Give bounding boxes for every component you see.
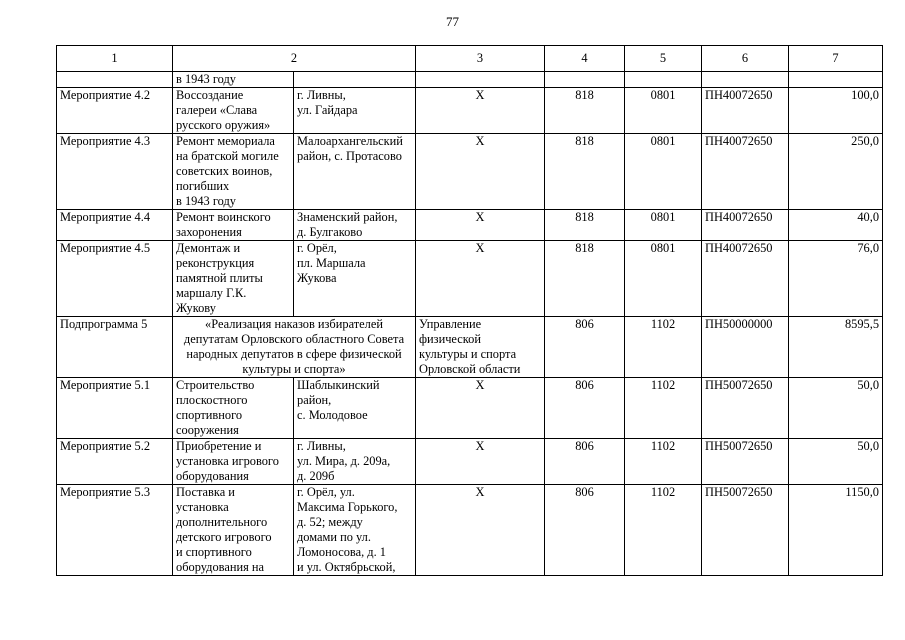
responsible: Х <box>416 485 545 576</box>
table-row <box>57 317 883 378</box>
row-label: Мероприятие 4.5 <box>57 241 173 317</box>
page-number: 77 <box>446 14 459 29</box>
target-code: ПН40072650 <box>702 88 789 134</box>
activity-name: Ремонт мемориала на братской могиле советских воинов, погибших в 1943 году <box>173 134 294 210</box>
row-label <box>57 72 173 88</box>
amount: 8595,5 <box>789 317 883 378</box>
target-code: ПН40072650 <box>702 210 789 241</box>
row-label: Мероприятие 4.4 <box>57 210 173 241</box>
target-code: ПН40072650 <box>702 241 789 317</box>
header-col-3: 3 <box>416 46 545 72</box>
row-label: Мероприятие 5.3 <box>57 485 173 576</box>
activity-location: Малоархангельский район, с. Протасово <box>294 134 416 210</box>
activity-name: Приобретение и установка игрового оборудования <box>173 439 294 485</box>
target-code <box>702 72 789 88</box>
amount: 50,0 <box>789 439 883 485</box>
target-code: ПН50000000 <box>702 317 789 378</box>
activity-name: Воссоздание галереи «Слава русского оружия» <box>173 88 294 134</box>
budget-table <box>56 45 883 576</box>
table-row <box>57 378 883 439</box>
subprogram-title: «Реализация наказов избирателей депутатам Орловского областного Совета народных депутатов в сфере физической культуры и спорта» <box>173 317 416 378</box>
amount <box>789 72 883 88</box>
header-col-4: 4 <box>545 46 625 72</box>
ministry-code: 806 <box>545 485 625 576</box>
activity-location: г. Орёл, пл. Маршала Жукова <box>294 241 416 317</box>
amount: 50,0 <box>789 378 883 439</box>
amount: 100,0 <box>789 88 883 134</box>
ministry-code: 818 <box>545 241 625 317</box>
header-col-7: 7 <box>789 46 883 72</box>
ministry-code: 818 <box>545 88 625 134</box>
target-code: ПН40072650 <box>702 134 789 210</box>
activity-location: Шаблыкинский район, с. Молодовое <box>294 378 416 439</box>
table-row <box>57 241 883 317</box>
activity-location <box>294 72 416 88</box>
ministry-code <box>545 72 625 88</box>
responsible: Х <box>416 241 545 317</box>
responsible: Х <box>416 134 545 210</box>
header-col-2: 2 <box>173 46 416 72</box>
ministry-code: 806 <box>545 439 625 485</box>
table-row <box>57 439 883 485</box>
target-code: ПН50072650 <box>702 439 789 485</box>
ministry-code: 806 <box>545 317 625 378</box>
responsible: Х <box>416 439 545 485</box>
row-label: Мероприятие 5.1 <box>57 378 173 439</box>
section-code: 1102 <box>625 378 702 439</box>
responsible: Управление физической культуры и спорта Орловской области <box>416 317 545 378</box>
header-row <box>57 46 883 72</box>
table-row <box>57 88 883 134</box>
section-code: 1102 <box>625 317 702 378</box>
row-label: Мероприятие 4.3 <box>57 134 173 210</box>
activity-name: Ремонт воинского захоронения <box>173 210 294 241</box>
section-code <box>625 72 702 88</box>
activity-location: г. Орёл, ул. Максима Горького, д. 52; между домами по ул. Ломоносова, д. 1 и ул. Октябрьской, <box>294 485 416 576</box>
activity-name: Строительство плоскостного спортивного сооружения <box>173 378 294 439</box>
activity-name: в 1943 году <box>173 72 294 88</box>
amount: 40,0 <box>789 210 883 241</box>
activity-name: Демонтаж и реконструкция памятной плиты маршалу Г.К. Жукову <box>173 241 294 317</box>
target-code: ПН50072650 <box>702 485 789 576</box>
table-row <box>57 485 883 576</box>
amount: 250,0 <box>789 134 883 210</box>
table-row <box>57 210 883 241</box>
amount: 1150,0 <box>789 485 883 576</box>
activity-name: Поставка и установка дополнительного детского игрового и спортивного оборудования на <box>173 485 294 576</box>
responsible: Х <box>416 210 545 241</box>
row-label: Мероприятие 5.2 <box>57 439 173 485</box>
activity-location: г. Ливны, ул. Гайдара <box>294 88 416 134</box>
header-col-1: 1 <box>57 46 173 72</box>
ministry-code: 818 <box>545 210 625 241</box>
ministry-code: 818 <box>545 134 625 210</box>
section-code: 0801 <box>625 88 702 134</box>
activity-location: Знаменский район, д. Булгаково <box>294 210 416 241</box>
activity-location: г. Ливны, ул. Мира, д. 209а, д. 209б <box>294 439 416 485</box>
responsible <box>416 72 545 88</box>
table-row <box>57 134 883 210</box>
responsible: Х <box>416 378 545 439</box>
section-code: 0801 <box>625 210 702 241</box>
ministry-code: 806 <box>545 378 625 439</box>
amount: 76,0 <box>789 241 883 317</box>
row-label: Подпрограмма 5 <box>57 317 173 378</box>
table-row <box>57 72 883 88</box>
responsible: Х <box>416 88 545 134</box>
header-col-6: 6 <box>702 46 789 72</box>
header-col-5: 5 <box>625 46 702 72</box>
target-code: ПН50072650 <box>702 378 789 439</box>
section-code: 1102 <box>625 485 702 576</box>
section-code: 0801 <box>625 134 702 210</box>
section-code: 0801 <box>625 241 702 317</box>
section-code: 1102 <box>625 439 702 485</box>
row-label: Мероприятие 4.2 <box>57 88 173 134</box>
